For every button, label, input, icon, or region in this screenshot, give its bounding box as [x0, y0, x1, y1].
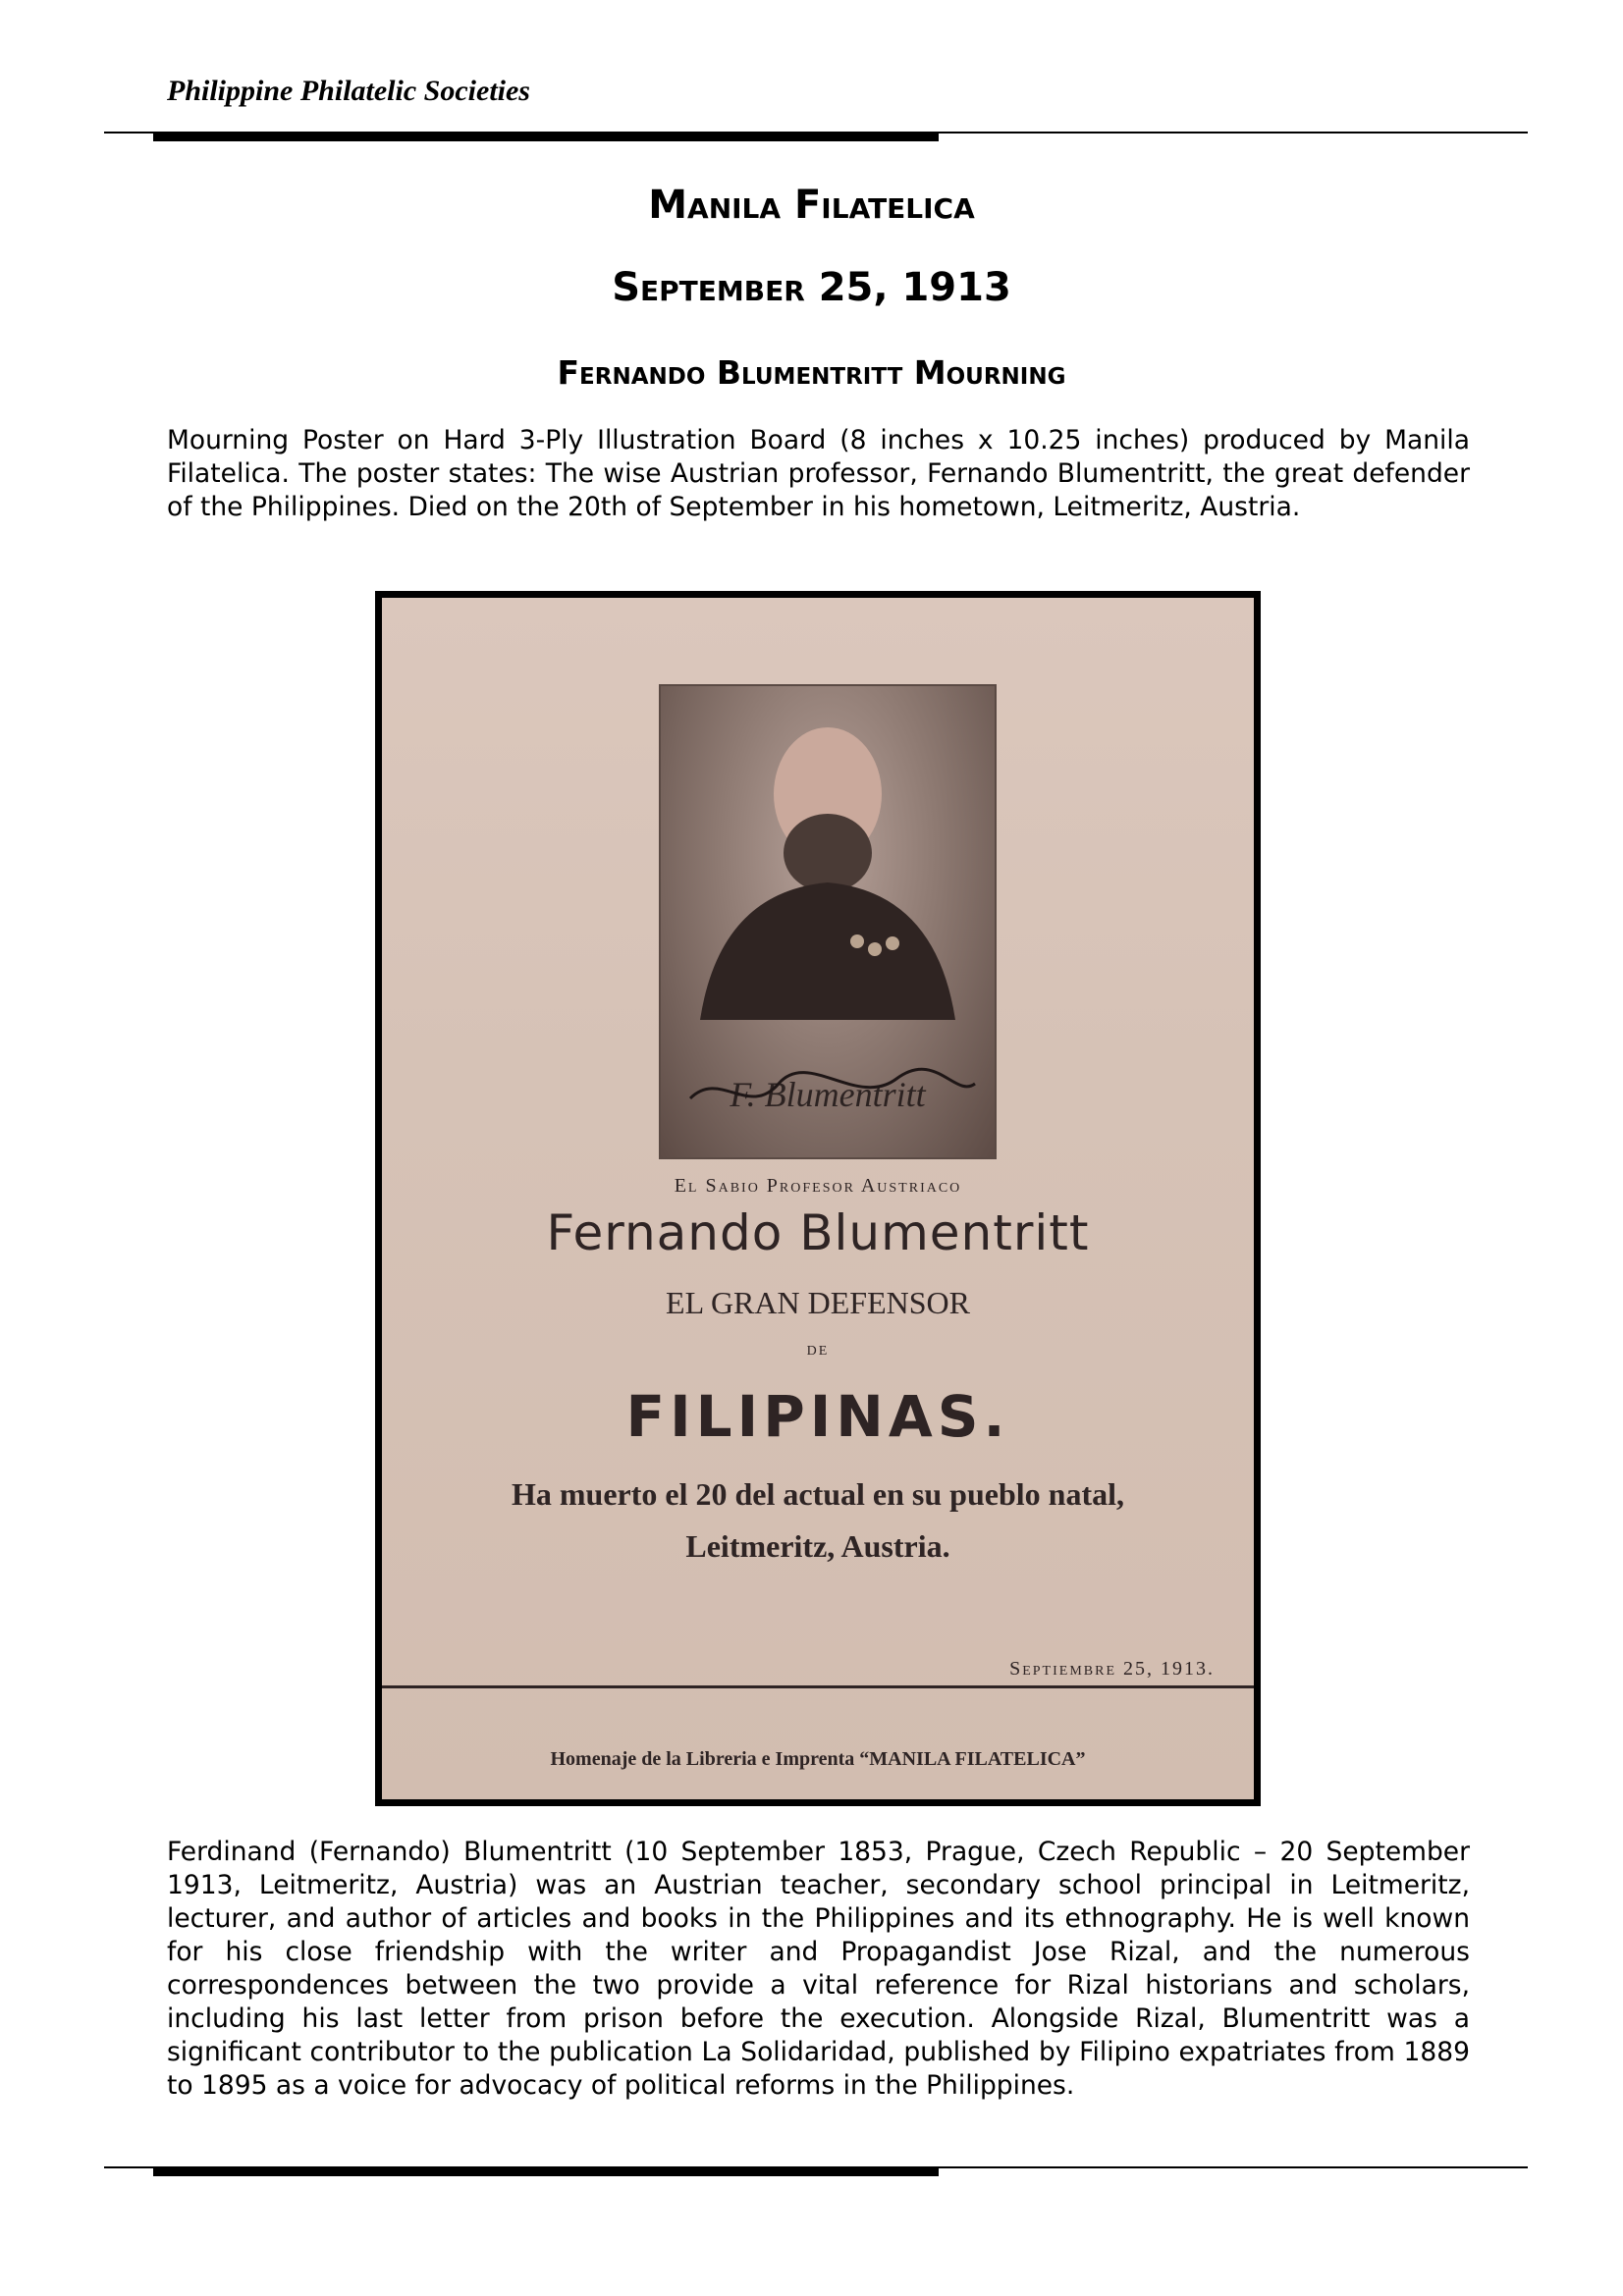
poster-date: Septiembre 25, 1913.: [1009, 1658, 1215, 1680]
page-subtitle: Fernando Blumentritt Mourning: [557, 353, 1066, 392]
poster-name: Fernando Blumentritt: [546, 1204, 1090, 1261]
page-title: Manila Filatelica: [648, 183, 975, 228]
intro-paragraph: Mourning Poster on Hard 3-Ply Illustration Board (8 inches x 10.25 inches) produced by Manila Filatelica. The poster states: The wise Austrian professor, Fernando Blumentritt, the great defender of the Philippines. Died on the 20th of September in his hometown, Leitmeritz, Austria.: [167, 425, 1470, 522]
poster-subtitle: El Sabio Profesor Austriaco: [674, 1175, 962, 1197]
poster-filipinas: FILIPINAS.: [625, 1383, 1010, 1450]
poster-defensor: EL GRAN DEFENSOR: [666, 1285, 970, 1320]
portrait-medal: [886, 936, 899, 950]
poster-de: DE: [806, 1344, 830, 1359]
poster-rule: [382, 1685, 1254, 1688]
portrait-photo: [659, 684, 997, 1159]
page-date: September 25, 1913: [612, 265, 1011, 310]
portrait-medal: [868, 942, 882, 956]
portrait-signature: F. Blumentritt: [730, 1075, 926, 1114]
poster-death-line1: Ha muerto el 20 del actual en su pueblo natal,: [511, 1476, 1124, 1512]
portrait-coat: [700, 882, 955, 1020]
portrait-beard: [784, 814, 872, 892]
header-rule-thick: [153, 133, 939, 141]
body-paragraph: Ferdinand (Fernando) Blumentritt (10 September 1853, Prague, Czech Republic – 20 September 1913, Leitmeritz, Austria) was an Austrian teacher, secondary school principal in Leitmeritz, lecturer, and author of articles and books in the Philippines and its ethnography. He is well known for his close friendship with the writer and Propagandist Jose Rizal, and the numerous correspondences between the two provide a vital reference for Rizal historians and scholars, including his last letter from prison before the execution. Alongside Rizal, Blumentritt was a significant contributor to the publication La Solidaridad, published by Filipino expatriates from 1889 to 1895 as a voice for advocacy of political reforms in the Philippines.: [167, 1837, 1470, 2101]
portrait-medal: [850, 934, 864, 948]
running-head: Philippine Philatelic Societies: [167, 75, 530, 107]
footer-rule-thick: [153, 2167, 939, 2176]
poster-footer: Homenaje de la Libreria e Imprenta “MANILA FILATELICA”: [550, 1748, 1086, 1770]
mourning-poster: [375, 591, 1261, 1806]
poster-death-line2: Leitmeritz, Austria.: [685, 1528, 950, 1564]
